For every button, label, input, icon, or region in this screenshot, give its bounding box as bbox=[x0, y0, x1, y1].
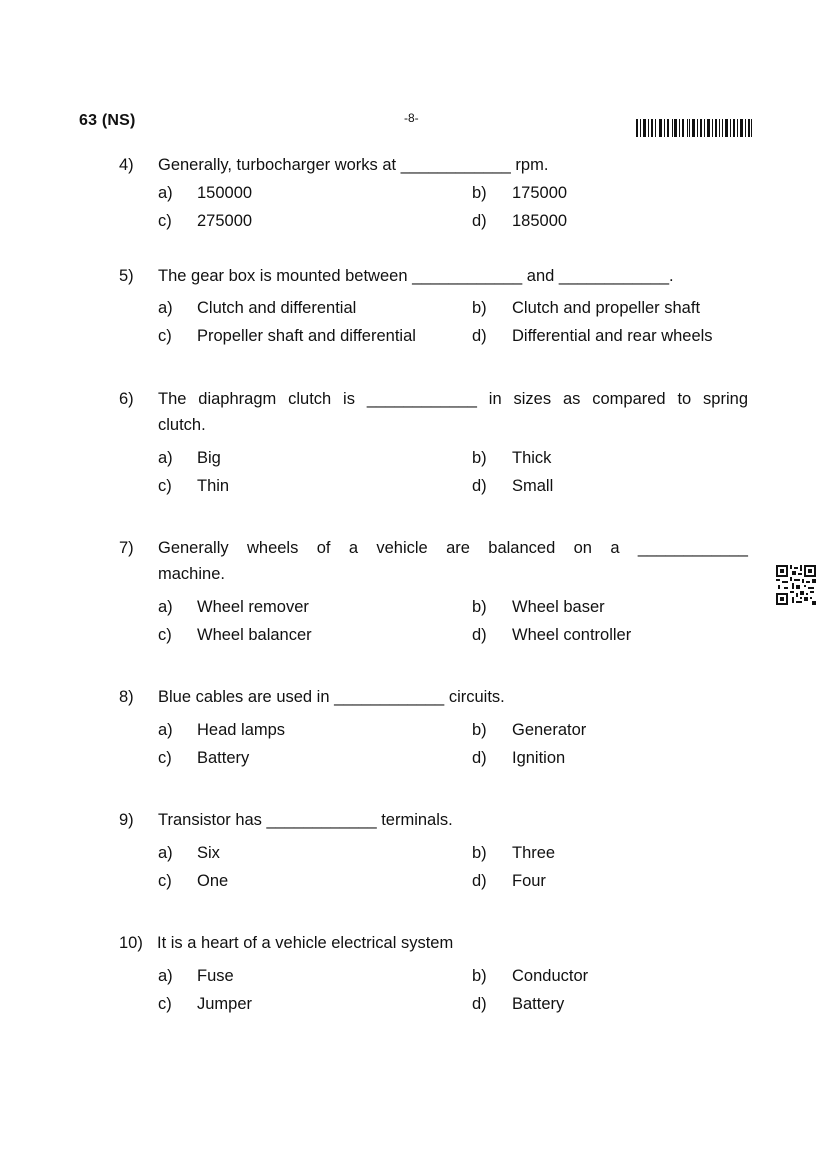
option-b-text: Three bbox=[512, 844, 556, 862]
option-a-text: Wheel remover bbox=[197, 598, 309, 616]
option-a-text: Six bbox=[197, 844, 220, 862]
option-c-text: Thin bbox=[197, 477, 230, 495]
option-letter: c) bbox=[158, 477, 172, 495]
barcode-icon bbox=[636, 119, 752, 137]
option-letter: b) bbox=[472, 721, 487, 739]
option-letter: b) bbox=[472, 598, 487, 616]
question-text: It is a heart of a vehicle electrical system bbox=[157, 934, 454, 952]
option-c-text: Wheel balancer bbox=[197, 626, 312, 644]
option-letter: d) bbox=[472, 626, 487, 644]
option-a-text: Big bbox=[197, 449, 221, 467]
question-text: The gear box is mounted between ____________ and ____________. bbox=[158, 267, 674, 285]
question-text-continued: clutch. bbox=[158, 416, 206, 434]
option-letter: d) bbox=[472, 212, 487, 230]
option-letter: c) bbox=[158, 212, 172, 230]
qr-code-icon bbox=[776, 565, 816, 605]
option-c-text: Battery bbox=[197, 749, 250, 767]
option-letter: c) bbox=[158, 995, 172, 1013]
question-text: Transistor has ____________ terminals. bbox=[158, 811, 453, 829]
question-text: Blue cables are used in ____________ circuits. bbox=[158, 688, 505, 706]
option-letter: a) bbox=[158, 184, 173, 202]
option-d-text: 185000 bbox=[512, 212, 568, 230]
question-number: 5) bbox=[119, 267, 134, 285]
option-a-text: Head lamps bbox=[197, 721, 286, 739]
option-letter: b) bbox=[472, 844, 487, 862]
option-letter: c) bbox=[158, 872, 172, 890]
option-letter: a) bbox=[158, 449, 173, 467]
option-b-text: Generator bbox=[512, 721, 587, 739]
option-letter: d) bbox=[472, 995, 487, 1013]
option-a-text: Fuse bbox=[197, 967, 234, 985]
option-letter: b) bbox=[472, 184, 487, 202]
option-b-text: Thick bbox=[512, 449, 552, 467]
option-letter: d) bbox=[472, 749, 487, 767]
question-text: The diaphragm clutch is ____________ in sizes as compared to spring bbox=[158, 390, 748, 408]
option-b-text: Wheel baser bbox=[512, 598, 605, 616]
question-text: Generally, turbocharger works at ____________ rpm. bbox=[158, 156, 549, 174]
option-letter: c) bbox=[158, 327, 172, 345]
option-letter: d) bbox=[472, 872, 487, 890]
option-b-text: 175000 bbox=[512, 184, 568, 202]
option-a-text: 150000 bbox=[197, 184, 253, 202]
question-number: 7) bbox=[119, 539, 134, 557]
option-d-text: Four bbox=[512, 872, 546, 890]
question-text-continued: machine. bbox=[158, 565, 225, 583]
option-d-text: Small bbox=[512, 477, 554, 495]
option-letter: d) bbox=[472, 327, 487, 345]
option-letter: b) bbox=[472, 299, 487, 317]
option-a-text: Clutch and differential bbox=[197, 299, 357, 317]
option-c-text: 275000 bbox=[197, 212, 253, 230]
option-c-text: Propeller shaft and differential bbox=[197, 327, 416, 345]
option-letter: a) bbox=[158, 967, 173, 985]
question-text: Generally wheels of a vehicle are balanced on a ____________ bbox=[158, 539, 748, 557]
question-number: 8) bbox=[119, 688, 134, 706]
option-d-text: Ignition bbox=[512, 749, 566, 767]
option-letter: b) bbox=[472, 967, 487, 985]
option-letter: a) bbox=[158, 598, 173, 616]
option-b-text: Clutch and propeller shaft bbox=[512, 299, 701, 317]
option-letter: a) bbox=[158, 299, 173, 317]
option-c-text: Jumper bbox=[197, 995, 253, 1013]
question-number: 6) bbox=[119, 390, 134, 408]
page-number: -8- bbox=[404, 111, 419, 125]
option-letter: d) bbox=[472, 477, 487, 495]
option-letter: b) bbox=[472, 449, 487, 467]
option-b-text: Conductor bbox=[512, 967, 589, 985]
option-letter: a) bbox=[158, 844, 173, 862]
paper-code: 63 (NS) bbox=[79, 112, 136, 129]
option-d-text: Wheel controller bbox=[512, 626, 632, 644]
option-c-text: One bbox=[197, 872, 229, 890]
option-letter: c) bbox=[158, 626, 172, 644]
question-number: 10) bbox=[119, 934, 143, 952]
question-number: 9) bbox=[119, 811, 134, 829]
question-number: 4) bbox=[119, 156, 134, 174]
option-d-text: Battery bbox=[512, 995, 565, 1013]
option-letter: a) bbox=[158, 721, 173, 739]
option-d-text: Differential and rear wheels bbox=[512, 327, 713, 345]
option-letter: c) bbox=[158, 749, 172, 767]
